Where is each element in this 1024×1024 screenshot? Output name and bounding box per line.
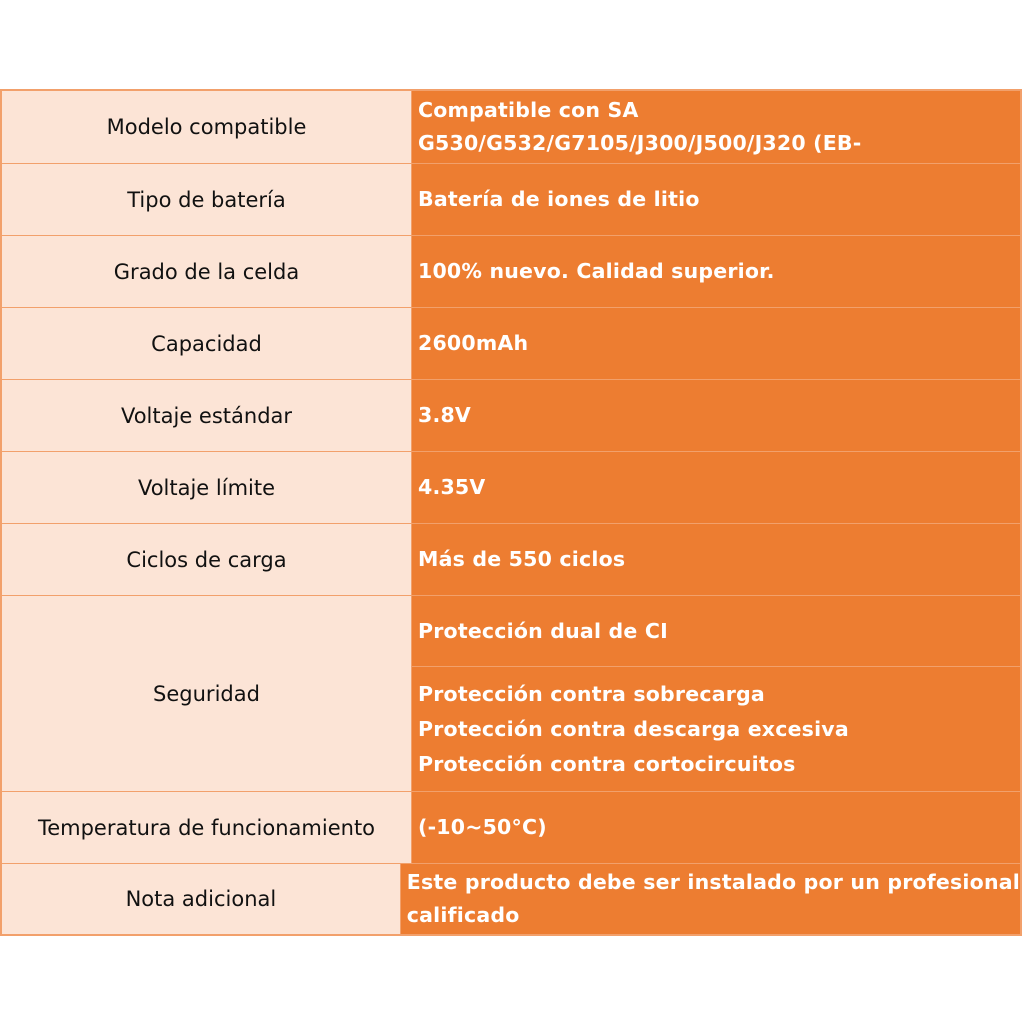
row-value [412, 596, 1020, 791]
value-line: G530/G532/G7105/J300/J500/J320 (EB- [418, 131, 862, 155]
row-value [401, 864, 1020, 934]
value-line: Este producto debe ser instalado por un profesional [406, 870, 1020, 894]
table-row-tipo [2, 163, 1020, 235]
row-label: Modelo compatible [2, 91, 412, 163]
table-row-nota [2, 863, 1020, 934]
table-row-capacidad [2, 307, 1020, 379]
value-line: calificado [406, 903, 520, 927]
value-line: Compatible con SA [418, 98, 639, 122]
table-row-voltaje-estandar [2, 379, 1020, 451]
row-value [412, 91, 1020, 163]
table-row-ciclos [2, 523, 1020, 595]
row-label: Voltaje estándar [2, 380, 412, 451]
row-value [412, 452, 1020, 523]
value-line: 100% nuevo. Calidad superior. [418, 259, 775, 283]
row-label: Nota adicional [2, 864, 401, 934]
row-value [412, 524, 1020, 595]
value-line: Protección contra descarga excesiva [418, 716, 849, 741]
row-label: Seguridad [2, 596, 412, 791]
row-value [412, 236, 1020, 307]
row-label: Capacidad [2, 308, 412, 379]
value-line: Protección contra cortocircuitos [418, 751, 796, 776]
row-label: Tipo de batería [2, 164, 412, 235]
value-line: Batería de iones de litio [418, 187, 700, 211]
spec-table [0, 89, 1022, 936]
table-row-modelo [2, 91, 1020, 163]
row-value [412, 308, 1020, 379]
row-value [412, 792, 1020, 863]
value-segment-bottom [412, 667, 1020, 791]
value-line: 3.8V [418, 403, 471, 427]
value-line: (-10~50°C) [418, 815, 547, 839]
row-label: Temperatura de funcionamiento [2, 792, 412, 863]
value-line: Protección contra sobrecarga [418, 681, 765, 706]
table-row-seguridad [2, 595, 1020, 791]
row-label: Grado de la celda [2, 236, 412, 307]
value-segment-top [412, 596, 1020, 667]
value-line: 4.35V [418, 475, 486, 499]
row-value [412, 380, 1020, 451]
table-row-temperatura [2, 791, 1020, 863]
value-line: Protección dual de CI [418, 618, 668, 643]
row-value [412, 164, 1020, 235]
row-label: Voltaje límite [2, 452, 412, 523]
table-row-voltaje-limite [2, 451, 1020, 523]
value-line: Más de 550 ciclos [418, 547, 626, 571]
row-label: Ciclos de carga [2, 524, 412, 595]
table-row-grado [2, 235, 1020, 307]
value-line: 2600mAh [418, 331, 529, 355]
